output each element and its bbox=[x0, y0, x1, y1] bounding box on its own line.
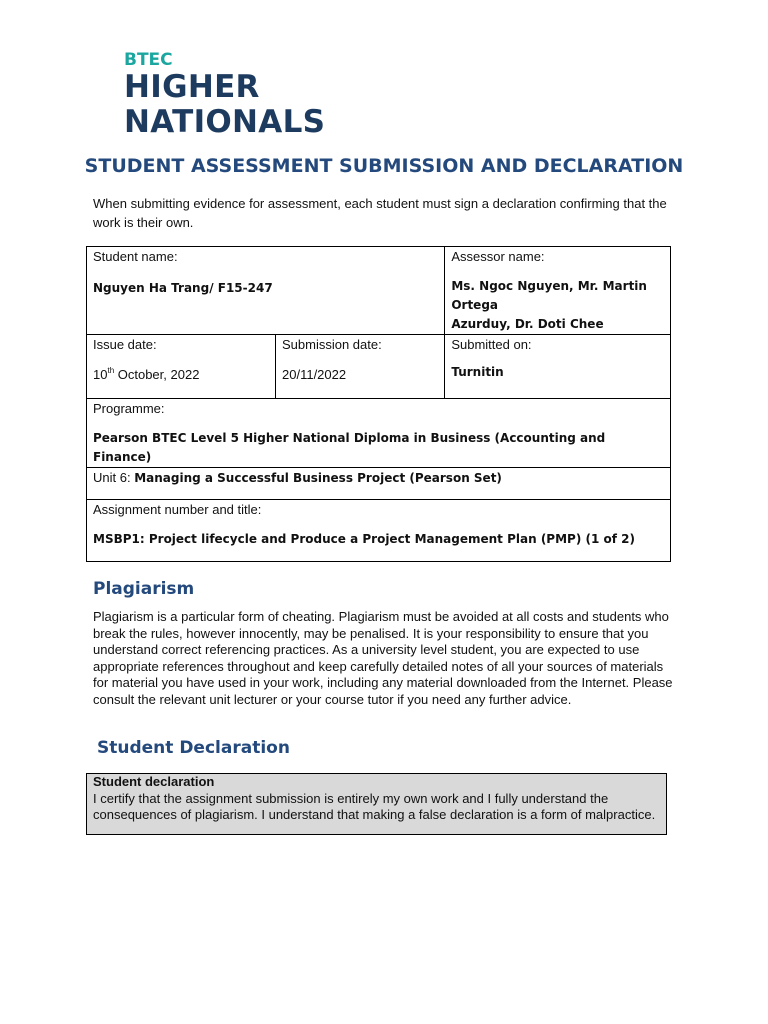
declaration-box-title: Student declaration bbox=[93, 774, 215, 789]
programme-cell bbox=[87, 399, 671, 468]
submitted-on-label: Submitted on: bbox=[451, 337, 532, 352]
unit-value: Managing a Successful Business Project (Pearson Set) bbox=[134, 471, 502, 485]
assessor-name-line2: Azurduy, Dr. Doti Chee bbox=[451, 317, 604, 331]
assignment-cell bbox=[87, 500, 671, 562]
submitted-on-cell bbox=[445, 335, 671, 399]
submission-date-cell bbox=[276, 335, 445, 399]
issue-date-value: 10th October, 2022 bbox=[93, 366, 200, 382]
submission-form-table bbox=[86, 246, 671, 562]
student-declaration-heading: Student Declaration bbox=[97, 738, 290, 758]
programme-value: Pearson BTEC Level 5 Higher National Diploma in Business (Accounting and Finance) bbox=[93, 431, 606, 464]
student-declaration-box bbox=[86, 773, 667, 835]
assessor-name-cell bbox=[445, 247, 671, 335]
unit-label: Unit 6: bbox=[93, 470, 135, 485]
page-title: STUDENT ASSESSMENT SUBMISSION AND DECLARATION bbox=[84, 155, 684, 177]
student-name-value: Nguyen Ha Trang/ F15-247 bbox=[93, 281, 273, 295]
issue-date-label: Issue date: bbox=[93, 337, 157, 352]
assessor-name-line1: Ms. Ngoc Nguyen, Mr. Martin Ortega bbox=[451, 279, 647, 312]
student-name-cell bbox=[87, 247, 445, 335]
logo-higher: HIGHER bbox=[124, 69, 260, 105]
student-name-label: Student name: bbox=[93, 249, 178, 264]
plagiarism-heading: Plagiarism bbox=[93, 579, 195, 599]
logo-btec: BTEC bbox=[124, 50, 173, 70]
assessor-name-label: Assessor name: bbox=[451, 249, 545, 264]
assignment-value: MSBP1: Project lifecycle and Produce a Project Management Plan (PMP) (1 of 2) bbox=[93, 532, 635, 546]
intro-text: When submitting evidence for assessment, each student must sign a declaration confirming that the work is their own. bbox=[93, 196, 667, 230]
declaration-box-text: I certify that the assignment submission is entirely my own work and I fully understand the consequences of plagiarism. I understand that making a false declaration is a form of malpractice. bbox=[93, 790, 656, 823]
programme-label: Programme: bbox=[93, 401, 165, 416]
submission-date-label: Submission date: bbox=[282, 337, 382, 352]
assignment-label: Assignment number and title: bbox=[93, 502, 262, 517]
submission-date-value: 20/11/2022 bbox=[282, 367, 347, 382]
unit-cell bbox=[87, 468, 671, 500]
issue-date-cell bbox=[87, 335, 276, 399]
logo-nationals: NATIONALS bbox=[124, 104, 326, 140]
unit-line bbox=[93, 470, 664, 486]
btec-logo bbox=[124, 50, 325, 140]
submitted-on-value: Turnitin bbox=[451, 365, 504, 379]
plagiarism-text: Plagiarism is a particular form of cheating. Plagiarism must be avoided at all costs and students who break the rules, however innocently, may be penalised. It is your responsibility to ensure that you understand correct referencing practices. As a university level student, you are expected to use appropriate references throughout and keep carefully detailed notes of all your sources of materials for material you have used in your work, including any material downloaded from the Internet. Please consult the relevant unit lecturer or your course tutor if you need any further advice. bbox=[93, 609, 673, 707]
